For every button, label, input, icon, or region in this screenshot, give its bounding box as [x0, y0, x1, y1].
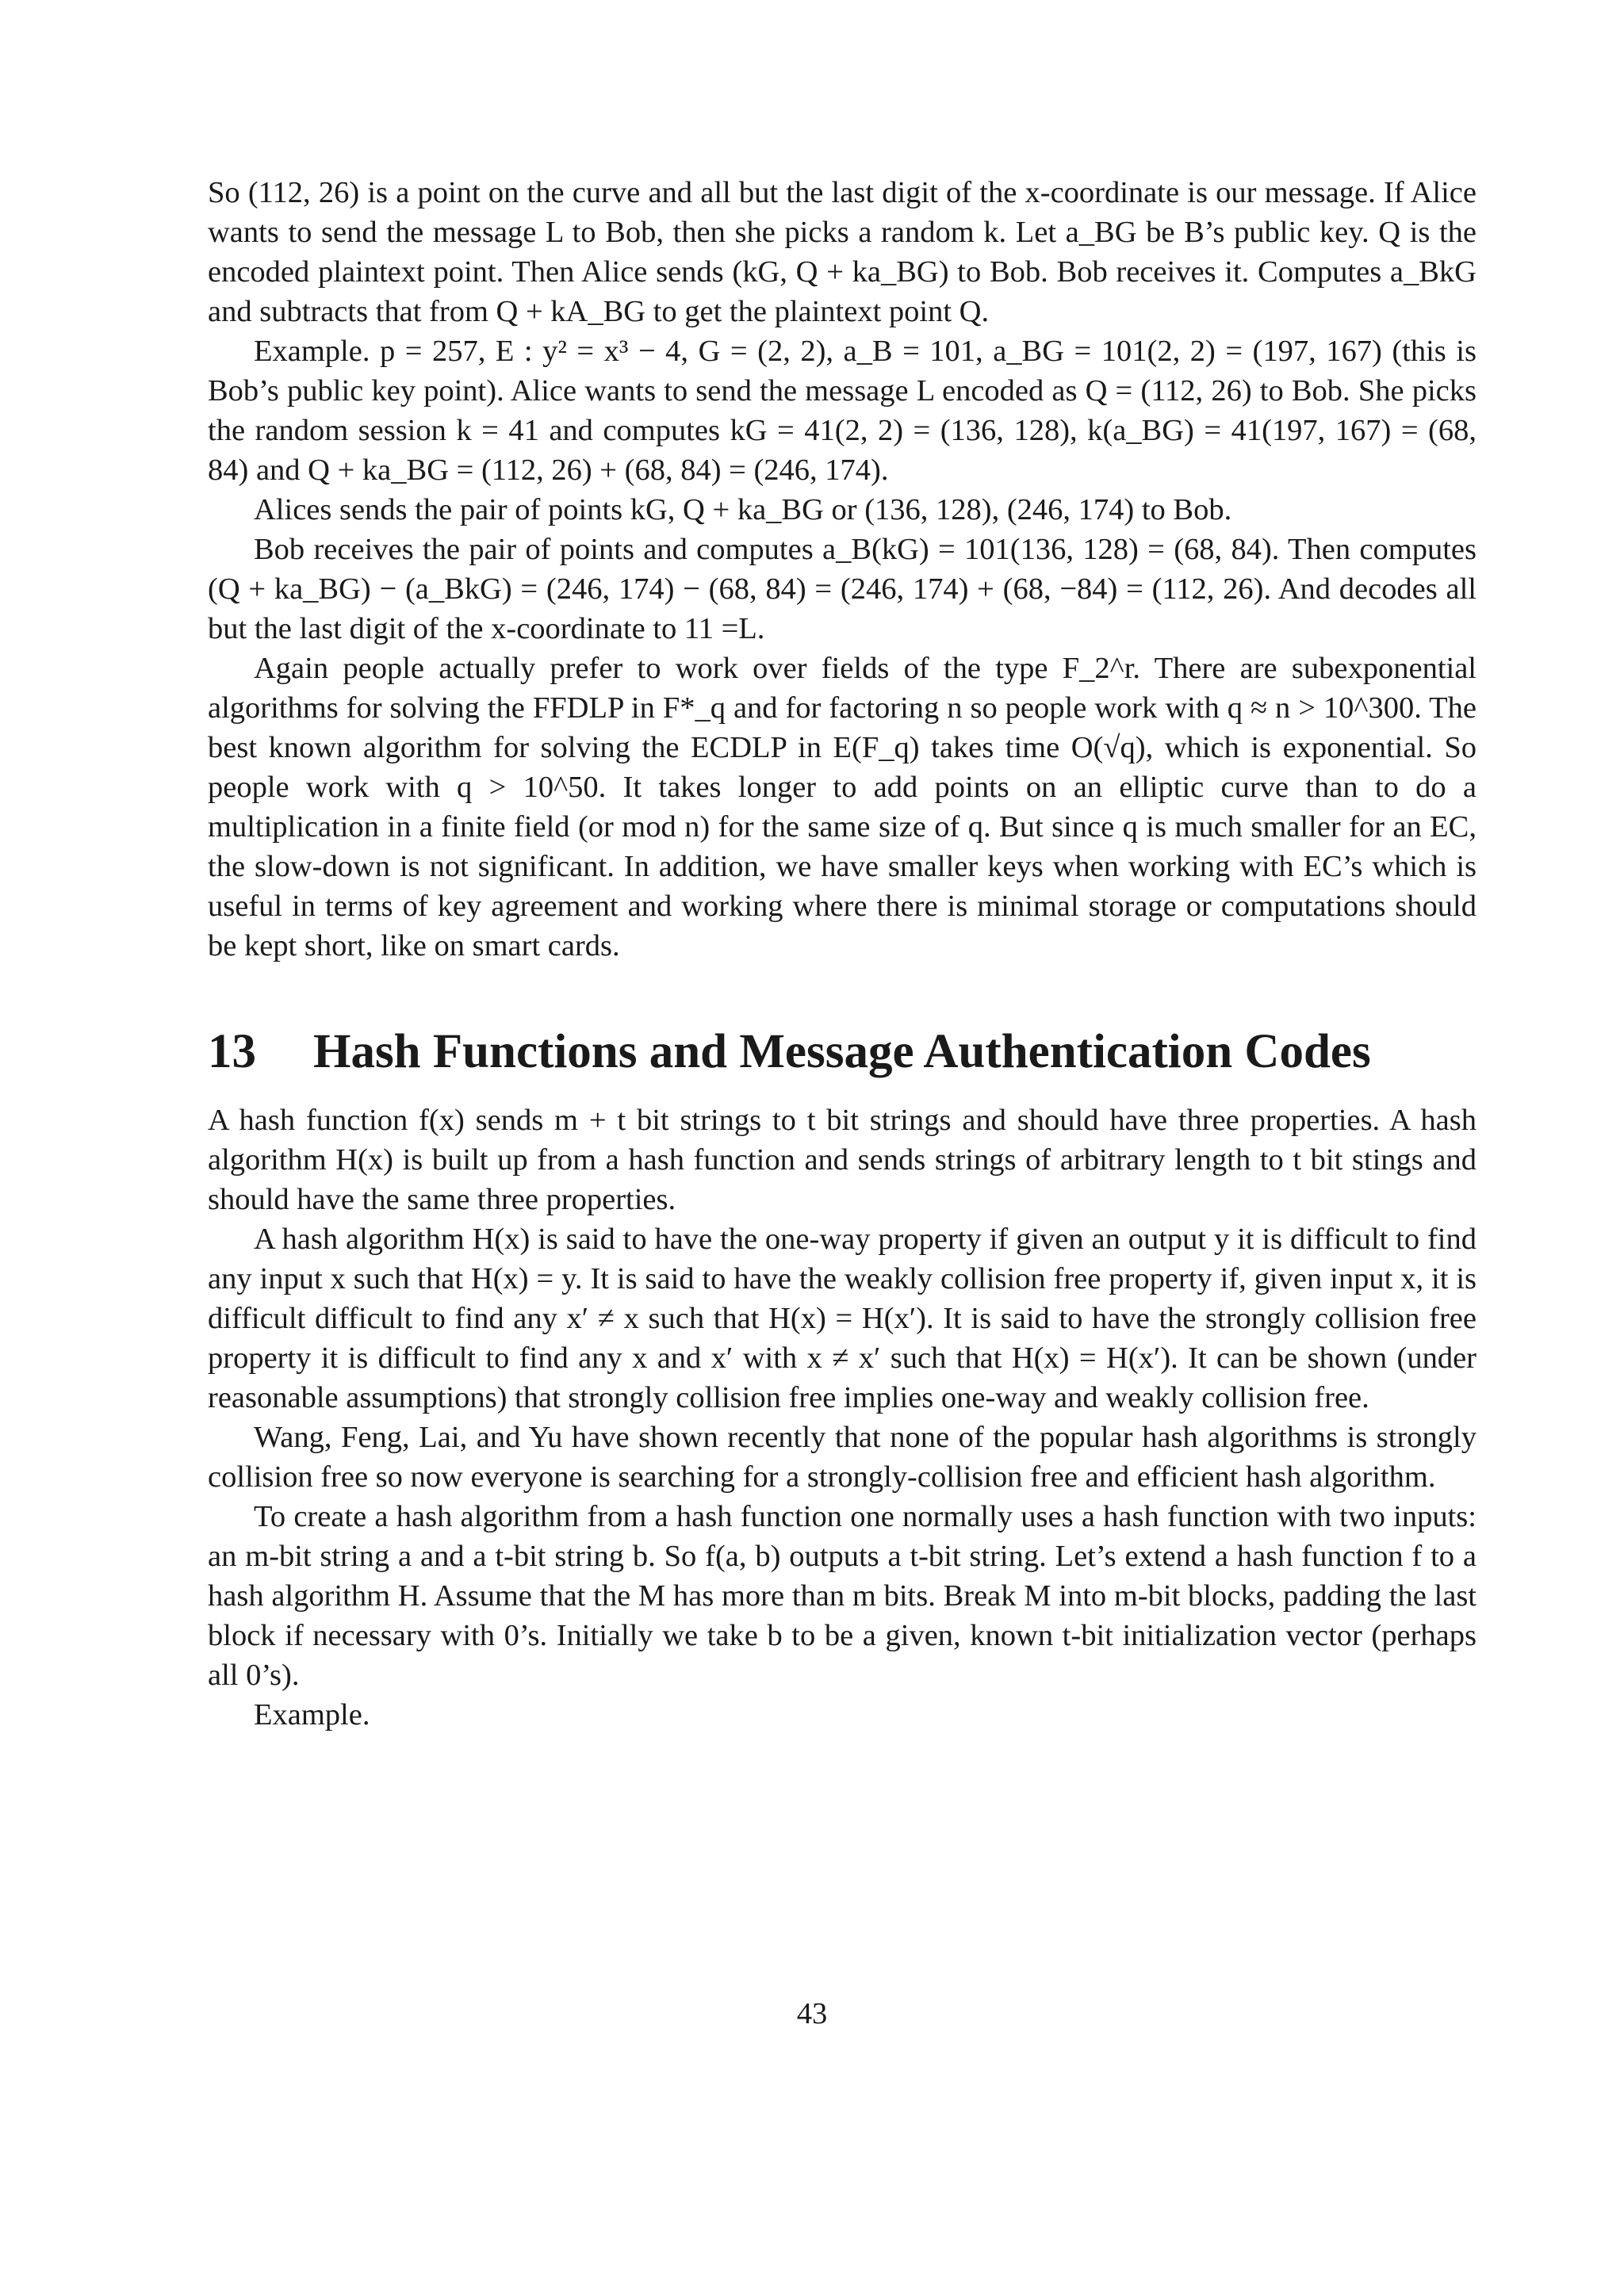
page-body	[208, 173, 1477, 1735]
paragraph-curve-point: So (112, 26) is a point on the curve and all but the last digit of the x-coordinate is our message. If Alice wants to send the message L to Bob, then she picks a random k. Let a_BG be B’s public key. Q is the encoded plaintext point. Then Alice sends (kG, Q + ka_BG) to Bob. Bob receives it. Computes a_BkG and subtracts that from Q + kA_BG to get the plaintext point Q.	[208, 176, 1477, 328]
section-number: 13	[208, 1025, 256, 1078]
paragraph-example-label: Example.	[254, 1698, 370, 1732]
paragraph-hash-function-def: A hash function f(x) sends m + t bit strings to t bit strings and should have three properties. A hash algorithm H(x) is built up from a hash function and sends strings of arbitrary length to t bit stings and should have the same three properties.	[208, 1104, 1477, 1216]
paragraph-wang-feng-lai-yu: Wang, Feng, Lai, and Yu have shown recently that none of the popular hash algorithms is strongly collision free so now everyone is searching for a strongly-collision free and efficient hash algorithm.	[208, 1421, 1477, 1494]
paragraph-field-sizes: Again people actually prefer to work over fields of the type F_2^r. There are subexponential algorithms for solving the FFDLP in F*_q and for factoring n so people work with q ≈ n > 10^300. The best known algorithm for solving the ECDLP in E(F_q) takes time O(√q), which is exponential. So people work with q > 10^50. It takes longer to add points on an elliptic curve than to do a multiplication in a finite field (or mod n) for the same size of q. But since q is much smaller for an EC, the slow-down is not significant. In addition, we have smaller keys when working with EC’s which is useful in terms of key agreement and working where there is minimal storage or computations should be kept short, like on smart cards.	[208, 652, 1477, 962]
paragraph-bob-decodes: Bob receives the pair of points and computes a_B(kG) = 101(136, 128) = (68, 84). Then computes (Q + ka_BG) − (a_BkG) = (246, 174) − (68, 84) = (246, 174) + (68, −84) = (112, 26). And decodes all but the last digit of the x-coordinate to 11 =L.	[208, 533, 1477, 645]
paragraph-hash-properties: A hash algorithm H(x) is said to have the one-way property if given an output y it is difficult to find any input x such that H(x) = y. It is said to have the weakly collision free property if, given input x, it is difficult difficult to find any x′ ≠ x such that H(x) = H(x′). It is said to have the strongly collision free property it is difficult to find any x and x′ with x ≠ x′ such that H(x) = H(x′). It can be shown (under reasonable assumptions) that strongly collision free implies one-way and weakly collision free.	[208, 1223, 1477, 1414]
section-title: Hash Functions and Message Authentication Codes	[313, 1025, 1371, 1078]
section-heading	[208, 1024, 1477, 1080]
paragraph-example-numbers: Example. p = 257, E : y² = x³ − 4, G = (2, 2), a_B = 101, a_BG = 101(2, 2) = (197, 167) (this is Bob’s public key point). Alice wants to send the message L encoded as Q = (112, 26) to Bob. She picks the random session k = 41 and computes kG = 41(2, 2) = (136, 128), k(a_BG) = 41(197, 167) = (68, 84) and Q + ka_BG = (112, 26) + (68, 84) = (246, 174).	[208, 335, 1477, 487]
paragraph-hash-construction: To create a hash algorithm from a hash function one normally uses a hash function with two inputs: an m-bit string a and a t-bit string b. So f(a, b) outputs a t-bit string. Let’s extend a hash function f to a hash algorithm H. Assume that the M has more than m bits. Break M into m-bit blocks, padding the last block if necessary with 0’s. Initially we take b to be a given, known t-bit initialization vector (perhaps all 0’s).	[208, 1500, 1477, 1692]
page-number: 43	[796, 1997, 828, 2030]
paragraph-alice-sends: Alices sends the pair of points kG, Q + ka_BG or (136, 128), (246, 174) to Bob.	[254, 493, 1232, 526]
